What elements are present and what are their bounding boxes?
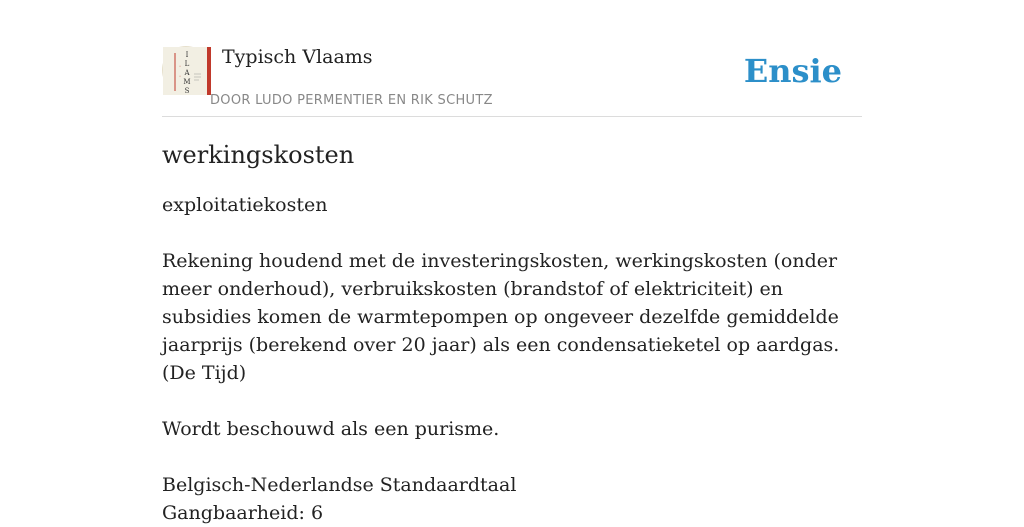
svg-text:•: • [179, 74, 181, 78]
entry-content [162, 138, 862, 527]
source-title[interactable]: Typisch Vlaams [222, 46, 373, 68]
svg-text:I: I [185, 51, 189, 59]
site-header [162, 44, 862, 117]
entry-example: Rekening houdend met de investeringskosten, werkingskosten (onder meer onderhoud), verbruikskosten (brandstof of elektriciteit) en subsidies komen de warmtepompen op ongeveer dezelfde gemiddelde jaarprijs (berekend over 20 jaar) als een condensatieketel op aardgas. [162, 250, 840, 356]
ensie-logo[interactable]: Ensie [743, 52, 842, 90]
svg-text:L: L [184, 60, 190, 68]
svg-text:A: A [184, 69, 190, 77]
spacer [162, 387, 862, 415]
entry-synonym: exploitatiekosten [162, 194, 328, 216]
entry-note: Wordt beschouwd als een purisme. [162, 418, 500, 440]
entry-example-source: (De Tijd) [162, 362, 247, 384]
entry-usage: Gangbaarheid: 6 [162, 502, 324, 524]
spacer [162, 219, 862, 247]
typisch-vlaams-logo-icon[interactable] [162, 46, 210, 94]
entry-term: werkingskosten [162, 141, 355, 169]
svg-text:S: S [184, 87, 190, 95]
spacer [162, 443, 862, 471]
entry-definition [162, 191, 862, 527]
svg-text:•: • [179, 64, 181, 68]
svg-text:M: M [183, 78, 191, 86]
entry-language: Belgisch-Nederlandse Standaardtaal [162, 474, 517, 496]
source-authors: DOOR LUDO PERMENTIER EN RIK SCHUTZ [210, 93, 493, 108]
